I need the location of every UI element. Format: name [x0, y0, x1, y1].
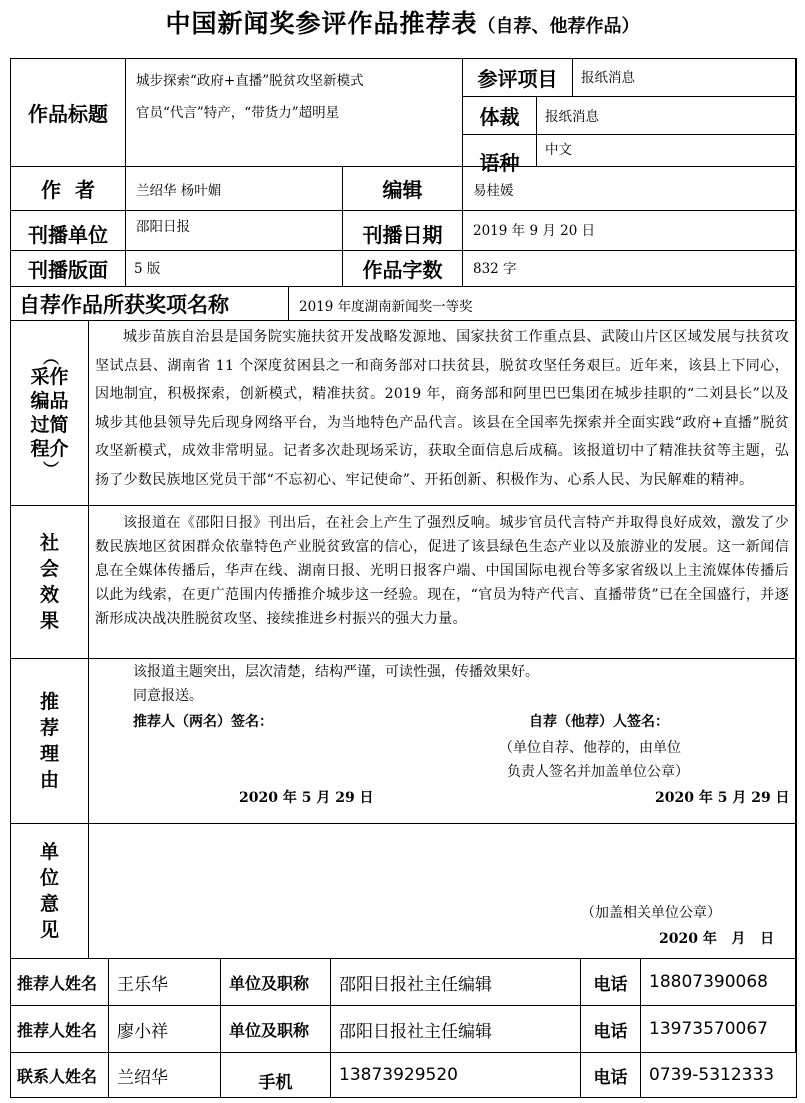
word-count-value-text: 832 字: [473, 261, 517, 277]
process-label-part: ）: [40, 461, 60, 477]
page-label: [11, 251, 126, 287]
unit-opinion-label: [11, 824, 89, 959]
contact2-title-text: 邵阳日报社主任编辑: [339, 1021, 492, 1042]
form-title: 中国新闻奖参评作品推荐表: [165, 9, 478, 38]
unit-opinion-label-char: 单: [39, 841, 59, 863]
contact2-name-label: [11, 1006, 109, 1053]
contact1-phone-label: [581, 959, 641, 1006]
contact3-title-label-text: 手机: [258, 1073, 293, 1093]
work-title-value: [126, 59, 463, 167]
contact1-title-text: 邵阳日报社主任编辑: [339, 974, 492, 995]
publish-date-label-text: 刊播日期: [362, 223, 443, 247]
effect-label-char: 会: [39, 558, 59, 580]
recommend-cell: [89, 659, 796, 824]
contact1-title-label: [221, 959, 331, 1006]
contact3-phone-text: 0739-5312333: [649, 1065, 775, 1085]
contact2-phone: [641, 1006, 796, 1053]
contact3-phone-label-text: 电话: [593, 1067, 628, 1088]
effect-label: [11, 506, 89, 659]
language-label: [463, 135, 537, 175]
award-label: [11, 287, 289, 321]
recommend-reason: 该报道主题突出，层次清楚，结构严谨，可读性强，传播效果好。: [133, 664, 539, 680]
word-count-label: [343, 251, 463, 287]
page-label-text: 刊播版面: [28, 258, 108, 282]
recommend-date-right: 2020 年 5 月 29 日: [655, 790, 790, 806]
contact3-phone: [641, 1053, 796, 1097]
category-label-text: 参评项目: [477, 67, 558, 91]
editor-value-text: 易桂媛: [473, 183, 514, 199]
unit-opinion-cell: [89, 824, 796, 959]
contact2-phone-text: 13973570067: [649, 1019, 768, 1039]
work-title-line1: 城步探索“政府+直播”脱贫攻坚新模式: [136, 73, 364, 89]
genre-label-text: 体裁: [479, 105, 520, 129]
publisher-value-text: 邵阳日报: [136, 219, 190, 235]
contact1-title-label-text: 单位及职称: [229, 973, 310, 993]
category-value-text: 报纸消息: [581, 70, 635, 86]
contact3-phone-label: [581, 1053, 641, 1097]
publish-date-value: [463, 211, 796, 251]
contact3-name-label-text: 联系人姓名: [17, 1066, 98, 1086]
effect-text-cell: [89, 506, 796, 659]
unit-opinion-label-char: 位: [39, 867, 59, 889]
unit-opinion-label-char: 意: [39, 893, 59, 915]
word-count-label-text: 作品字数: [362, 258, 443, 282]
language-label-text: 语种: [479, 151, 520, 175]
editor-label-text: 编辑: [382, 178, 423, 202]
language-value-text: 中文: [545, 142, 572, 158]
unit-opinion-date: 2020 年 月 日: [659, 931, 775, 947]
contact3-name-text: 兰绍华: [117, 1067, 168, 1088]
editor-label: [343, 167, 463, 211]
publisher-label: [11, 211, 126, 251]
contact2-title-label: [221, 1006, 331, 1053]
publish-date-value-text: 2019 年 9 月 20 日: [473, 223, 596, 239]
contact3-title-label: [221, 1053, 331, 1097]
publisher-value: [126, 211, 343, 251]
genre-label: [463, 97, 537, 135]
effect-label-char: 果: [39, 610, 59, 632]
contact2-title-label-text: 单位及职称: [229, 1020, 310, 1040]
contact1-phone: [641, 959, 796, 1006]
process-label-part: 编品: [30, 390, 69, 412]
award-value-text: 2019 年度湖南新闻奖一等奖: [299, 299, 473, 315]
work-title-line2: 官员“代言”特产，“带货力”超明星: [136, 105, 340, 121]
contact1-phone-text: 18807390068: [649, 972, 768, 992]
contact1-name-text: 王乐华: [117, 974, 168, 995]
contact2-title: [331, 1006, 581, 1053]
contact2-phone-label: [581, 1006, 641, 1053]
stamp-note: （加盖相关单位公章）: [581, 905, 721, 921]
work-title-label-text: 作品标题: [28, 102, 108, 126]
contact1-name: [109, 959, 221, 1006]
author-label: [11, 167, 126, 211]
self-recommender-signature-label: 自荐（他荐）人签名：: [529, 714, 669, 730]
contact3-mobile: [331, 1053, 581, 1097]
process-label-part: 过简: [30, 414, 69, 436]
contact1-phone-label-text: 电话: [593, 974, 628, 995]
contact1-name-label: [11, 959, 109, 1006]
award-label-text: 自荐作品所获奖项名称: [19, 292, 229, 317]
recommend-note-line2: 负责人签名并加盖单位公章）: [507, 764, 689, 780]
page-value-text: 5 版: [134, 261, 161, 277]
contact2-phone-label-text: 电话: [593, 1021, 628, 1042]
recommend-label-char: 由: [39, 769, 59, 791]
recommend-label-char: 推: [39, 691, 59, 713]
contact1-name-label-text: 推荐人姓名: [17, 973, 98, 993]
category-value: [573, 59, 796, 97]
genre-value: [537, 97, 796, 135]
award-value: [289, 287, 796, 321]
word-count-value: [463, 251, 796, 287]
process-label-part: （: [40, 349, 60, 365]
contact3-name: [109, 1053, 221, 1097]
publisher-label-text: 刊播单位: [28, 223, 108, 247]
author-value: [126, 167, 343, 211]
form-subtitle: （自荐、他荐作品）: [477, 16, 640, 37]
author-value-text: 兰绍华 杨叶媚: [136, 183, 222, 199]
author-label-text: 作 者: [41, 178, 95, 202]
recommend-agree: 同意报送。: [133, 688, 203, 704]
contact3-name-label: [11, 1053, 109, 1097]
work-title-label: [11, 59, 126, 167]
genre-value-text: 报纸消息: [545, 109, 599, 125]
effect-label-char: 社: [39, 532, 59, 554]
page-value: [126, 251, 343, 287]
contact2-name: [109, 1006, 221, 1053]
process-text: 城步苗族自治县是国务院实施扶贫开发战略发源地、国家扶贫工作重点县、武陵山片区区域发展与扶贫攻坚试点县、湖南省 11 个深度贫困县之一和商务部对口扶贫县，脱贫攻坚任务艰巨。近年来，该县上下同心，因地制宜，积极探索，创新模式，精准扶贫。2019 年，商务部和阿里巴巴集团在城步挂职的“二刘县长”以及城步其他县领导先后现身网络平台，为当地特色产品代言。该县在全国率先探索并全面实践“政府+直播”脱贫攻坚新模式，成效非常明显。记者多次赴现场采访，获取全面信息后成稿。该报道切中了精准扶贫等主题，弘扬了少数民族地区党员干部“不忘初心、牢记使命”、开拓创新、积极作为、心系人民、为民解难的精神。: [95, 329, 789, 488]
process-label-part: 程介: [30, 438, 69, 460]
contact3-mobile-text: 13873929520: [339, 1065, 458, 1085]
effect-text: 该报道在《邵阳日报》刊出后，在社会上产生了强烈反响。城步官员代言特产并取得良好成效，激发了少数民族地区贫困群众依靠特色产业脱贫致富的信心，促进了该县绿色生态产业以及旅游业的发展。这一新闻信息在全媒体传播后，华声在线、湖南日报、光明日报客户端、中国国际电视台等多家省级以上主流媒体传播后以此为线索，在更广范围内传播推介城步这一经验。现在，“官员为特产代言、直播带货”已在全国盛行，并逐渐形成决战决胜脱贫攻坚、接续推进乡村振兴的强大力量。: [95, 515, 789, 627]
process-label-part: 采作: [30, 366, 69, 388]
recommender-signature-label: 推荐人（两名）签名：: [133, 714, 273, 730]
recommend-label-char: 理: [39, 743, 59, 765]
effect-label-char: 效: [39, 584, 59, 606]
recommend-date-left: 2020 年 5 月 29 日: [239, 790, 374, 806]
language-value: [537, 135, 796, 167]
publish-date-label: [343, 211, 463, 251]
contact2-name-label-text: 推荐人姓名: [17, 1020, 98, 1040]
page-title: [0, 4, 805, 44]
category-label: [463, 59, 573, 97]
process-text-cell: [89, 321, 796, 506]
recommend-note-line1: （单位自荐、他荐的，由单位: [499, 740, 681, 756]
recommendation-form: [10, 58, 797, 1098]
editor-value: [463, 167, 796, 211]
recommend-label-char: 荐: [39, 717, 59, 739]
contact1-title: [331, 959, 581, 1006]
process-label: [11, 321, 89, 506]
recommend-label: [11, 659, 89, 824]
contact2-name-text: 廖小祥: [117, 1021, 168, 1042]
unit-opinion-label-char: 见: [39, 919, 59, 941]
